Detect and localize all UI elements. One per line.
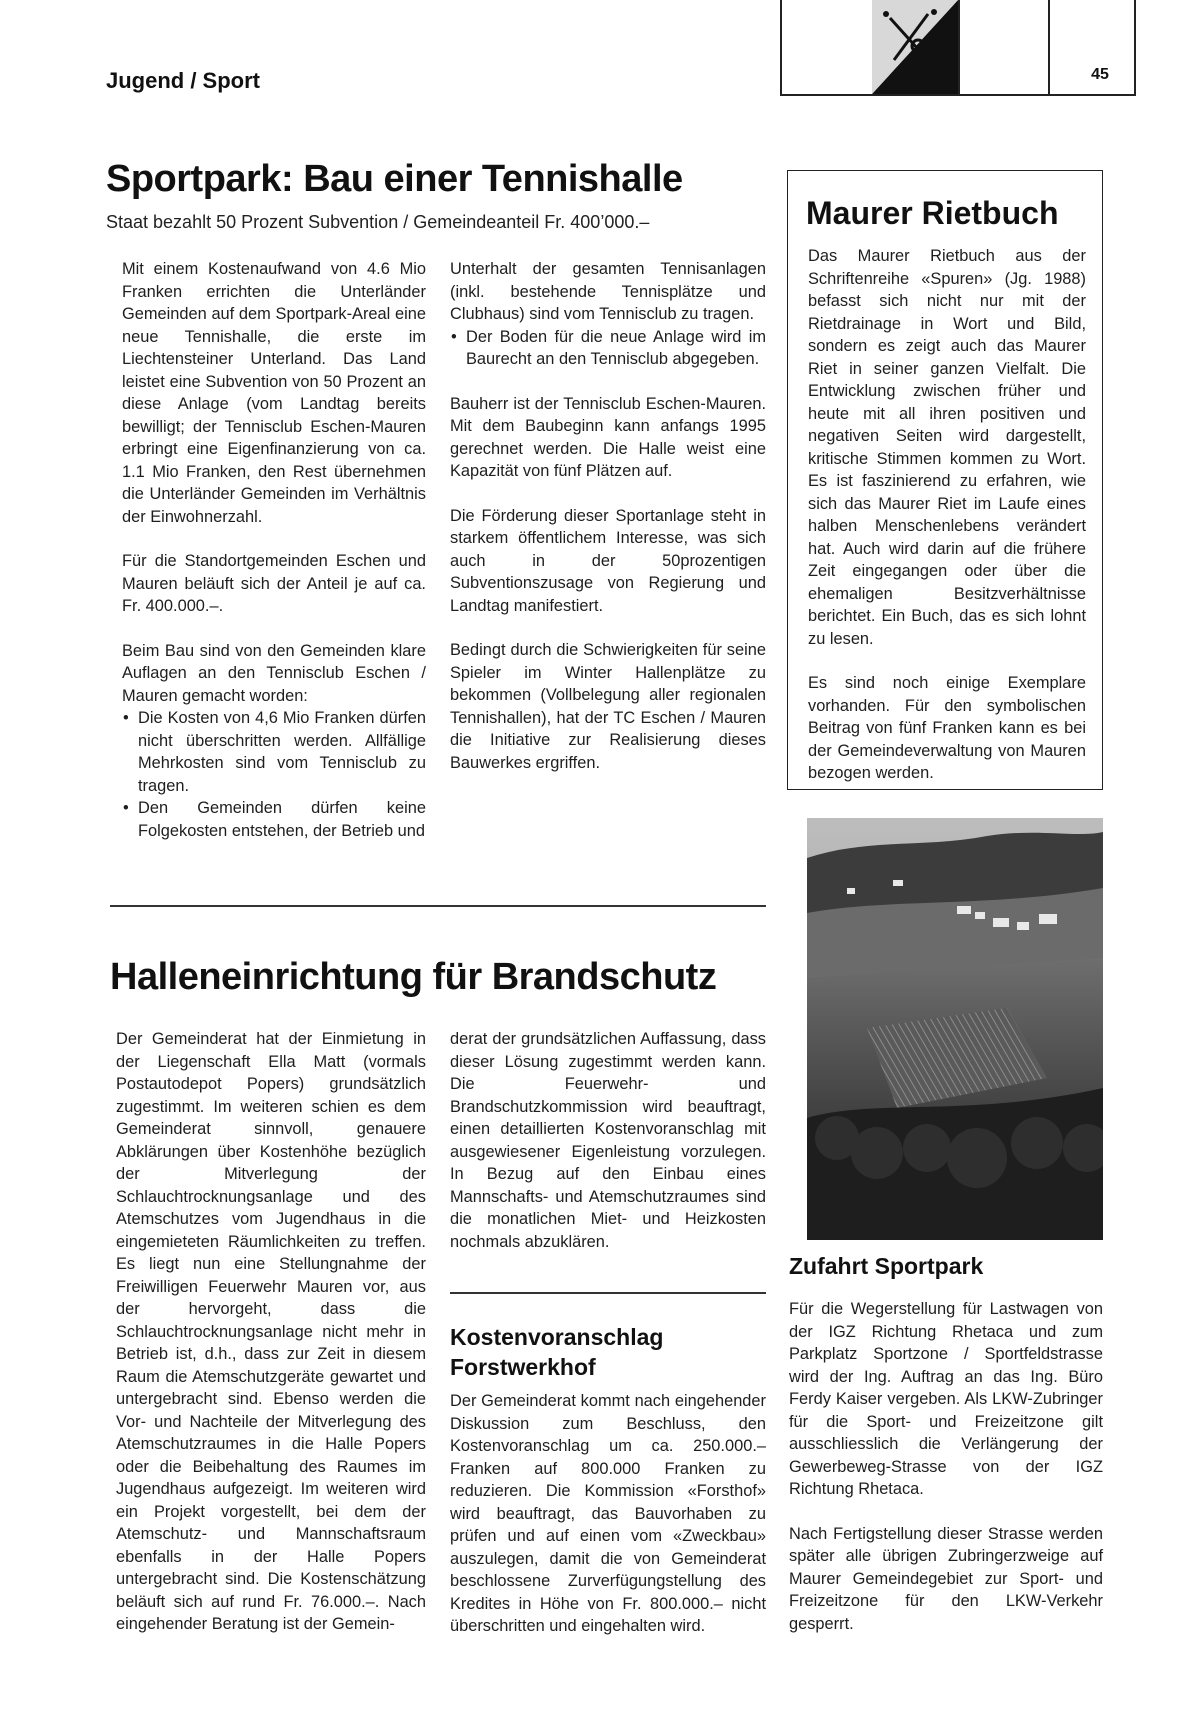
paragraph: Der Gemeinderat kommt nach eingehender Diskussion zum Beschluss, den Kostenvoranschlag um ca. 250.000.– Franken auf 800.000 Franken zu reduzieren. Die Kommission «Forsthof» wird beauftragt, das Bauvorhaben zu prüfen und auf einen vom «Zweckbau» auszulegen, damit die von Gemeinderat beschlossene Zurverfügungstellung des Kredites in Höhe von Fr. 800.000.– nicht überschritten und eingehalten wird. <box>450 1392 766 1635</box>
title-line: Kostenvoranschlag <box>450 1324 664 1350</box>
article4-text <box>789 1298 1103 1657</box>
sidebar-text <box>808 245 1086 807</box>
conditions-list <box>450 326 766 371</box>
header-divider <box>1134 0 1136 96</box>
article-title: Sportpark: Bau einer Tennishalle <box>106 158 683 200</box>
sidebar-title: Maurer Rietbuch <box>806 195 1059 231</box>
paragraph: Der Gemeinderat hat der Einmietung in der Liegenschaft Ella Matt (vormals Postautodepot Popers) grundsätzlich zugestimmt. Im weiteren schien es dem Gemeinderat sinnvoll, genauere Abklärungen über Kostenhöhe bezüglich der Mitverlegung der Schlauchtrocknungsanlage und des Atemschutzes vom Jugendhaus in die eingemieteten Räumlichkeiten zu treffen. Es liegt nun eine Stellungnahme der Freiwilligen Feuerwehr Mauren vor, aus der hervorgeht, dass die Schlauchtrocknungsanlage nicht mehr in Betrieb ist, d.h., dass zur Zeit in diesem Raum die Atemschutzgeräte gewartet und untergebracht sind. Ebenso werden die Vor- und Nachteile der Mitverlegung des Atemschutzraumes in die Halle Popers oder die Beibehaltung des Raumes im Jugendhaus aufgezeigt. Im weiteren wird ein Projekt vorgestellt, bei dem der Atemschutz- und Mannschaftsraum ebenfalls in der Halle Popers untergebracht sind. Die Kostenschätzung beläuft sich auf rund Fr. 76.000.–. Nach eingehender Beratung ist der Gemein- <box>116 1030 426 1633</box>
paragraph: Für die Standortgemeinden Eschen und Mauren beläuft sich der Anteil je auf ca. Fr. 400.000.–. <box>122 552 426 615</box>
article-subtitle: Staat bezahlt 50 Prozent Subvention / Gemeindeanteil Fr. 400’000.– <box>106 212 650 232</box>
paragraph: Bedingt durch die Schwierigkeiten für seine Spieler im Winter Hallenplätze zu bekommen (Vollbelegung aller regionalen Tennishallen), hat der TC Eschen / Mauren die Initiative zur Realisierung dieses Bauwerkes ergriffen. <box>450 641 766 772</box>
paragraph: Für die Wegerstellung für Lastwagen von der IGZ Richtung Rhetaca und zum Parkplatz Sportzone / Sportfeldstrasse wird der Ing. Auftrag an das Ing. Büro Ferdy Kaiser vergeben. Als LKW-Zubringer für die Sport- und Freizeitzone gilt ausschliesslich die Verlängerung der Gewerbeweg-Strasse von der IGZ Richtung Rhetaca. <box>789 1300 1103 1498</box>
article1-column-1 <box>122 258 426 864</box>
sidebar-box <box>787 170 1103 790</box>
list-item: • Den Gemeinden dürfen keine Folgekosten entstehen, der Betrieb und <box>122 797 426 842</box>
paragraph: derat der grundsätzlichen Auffassung, dass dieser Lösung zugestimmt werden kann. Die Feuerwehr- und Brandschutzkommission wird beauftragt, einen detaillierten Kostenvoranschlag mit ausgewiesener Eigenleistung vorzulegen. In Bezug auf den Einbau eines Mannschafts- und Atemschutzraumes sind die monatlichen Miet- und Heizkosten nochmals abzuklären. <box>450 1030 766 1251</box>
page-header-block <box>780 0 1136 96</box>
page-number: 45 <box>1091 66 1109 83</box>
list-item: • Die Kosten von 4,6 Mio Franken dürfen nicht überschritten werden. Allfällige Mehrkosten sind vom Tennisclub zu tragen. <box>122 707 426 797</box>
section-label: Jugend / Sport <box>106 68 260 93</box>
landscape-photo <box>807 818 1103 1240</box>
conditions-list <box>122 707 426 842</box>
paragraph: Mit einem Kostenaufwand von 4.6 Mio Franken errichten die Unterländer Gemeinden auf dem Sportpark-Areal eine neue Tennishalle, die erste im Liechtensteiner Unterland. Das Land leistet eine Subvention von 50 Prozent an diese Anlage (vom Landtag bereits bewilligt; der Tennisclub Eschen-Mauren erbringt eine Eigenfinanzierung von ca. 1.1 Mio Franken, den Rest übernehmen die Unterländer Gemeinden im Verhältnis der Einwohnerzahl. <box>122 260 426 526</box>
article3-text <box>450 1390 766 1660</box>
paragraph: Unterhalt der gesamten Tennisanlagen (inkl. bestehende Tennisplätze und Clubhaus) sind vom Tennisclub zu tragen. <box>450 260 766 323</box>
article-title: Halleneinrichtung für Brandschutz <box>110 956 717 998</box>
article2-column-1 <box>116 1028 426 1658</box>
landscape-image <box>807 818 1103 1240</box>
paragraph: Bauherr ist der Tennisclub Eschen-Mauren. Mit dem Baubeginn kann anfangs 1995 gerechnet werden. Die Halle weist eine Kapazität von fünf Plätzen auf. <box>450 394 766 480</box>
title-line: Forstwerkhof <box>450 1354 596 1380</box>
article1-column-2 <box>450 258 766 796</box>
paragraph: Es sind noch einige Exemplare vorhanden. Für den symbolischen Beitrag von fünf Franken kann es bei der Gemeindeverwaltung von Mauren bezogen werden. <box>808 674 1086 782</box>
paragraph: Nach Fertigstellung dieser Strasse werden später alle übrigen Zubringerzweige auf Maurer Gemeindegebiet zur Sport- und Freizeitzone für den LKW-Verkehr gesperrt. <box>789 1524 1103 1633</box>
header-divider <box>780 0 782 96</box>
header-baseline <box>780 94 1136 96</box>
article2-column-2 <box>450 1028 766 1275</box>
paragraph: Die Förderung dieser Sportanlage steht in starkem öffentlichem Interesse, was sich auch in der 50prozentigen Subventionszusage von Regierung und Landtag manifestiert. <box>450 506 766 615</box>
article-title: Zufahrt Sportpark <box>789 1253 984 1279</box>
article-title <box>450 1322 663 1382</box>
header-divider <box>958 0 960 96</box>
paragraph: Das Maurer Rietbuch aus der Schriftenreihe «Spuren» (Jg. 1988) befasst sich nicht nur mit der Rietdrainage in Wort und Bild, sondern es zeigt auch das Maurer Riet in seiner ganzen Vielfalt. Die Entwicklung zwischen früher und heute mit all ihren positiven und negativen Seiten wird dargestellt, kritische Stimmen kommen zu Wort. Es ist faszinierend zu erfahren, wie sich das Maurer Riet im Laufe eines halben Menschenlebens verändert hat. Auch wird darin auf die frühere Zeit eingegangen oder über die ehemaligen Besitzverhältnisse berichtet. Ein Buch, das es sich lohnt zu lesen. <box>808 247 1086 648</box>
section-divider <box>110 905 766 907</box>
header-divider <box>1048 0 1050 96</box>
list-item: • Der Boden für die neue Anlage wird im Baurecht an den Tennisclub abgegeben. <box>450 326 766 371</box>
paragraph: Beim Bau sind von den Gemeinden klare Auflagen an den Tennisclub Eschen / Mauren gemacht worden: <box>122 641 426 705</box>
section-divider <box>450 1292 766 1294</box>
municipal-coat-of-arms-icon <box>872 0 958 94</box>
